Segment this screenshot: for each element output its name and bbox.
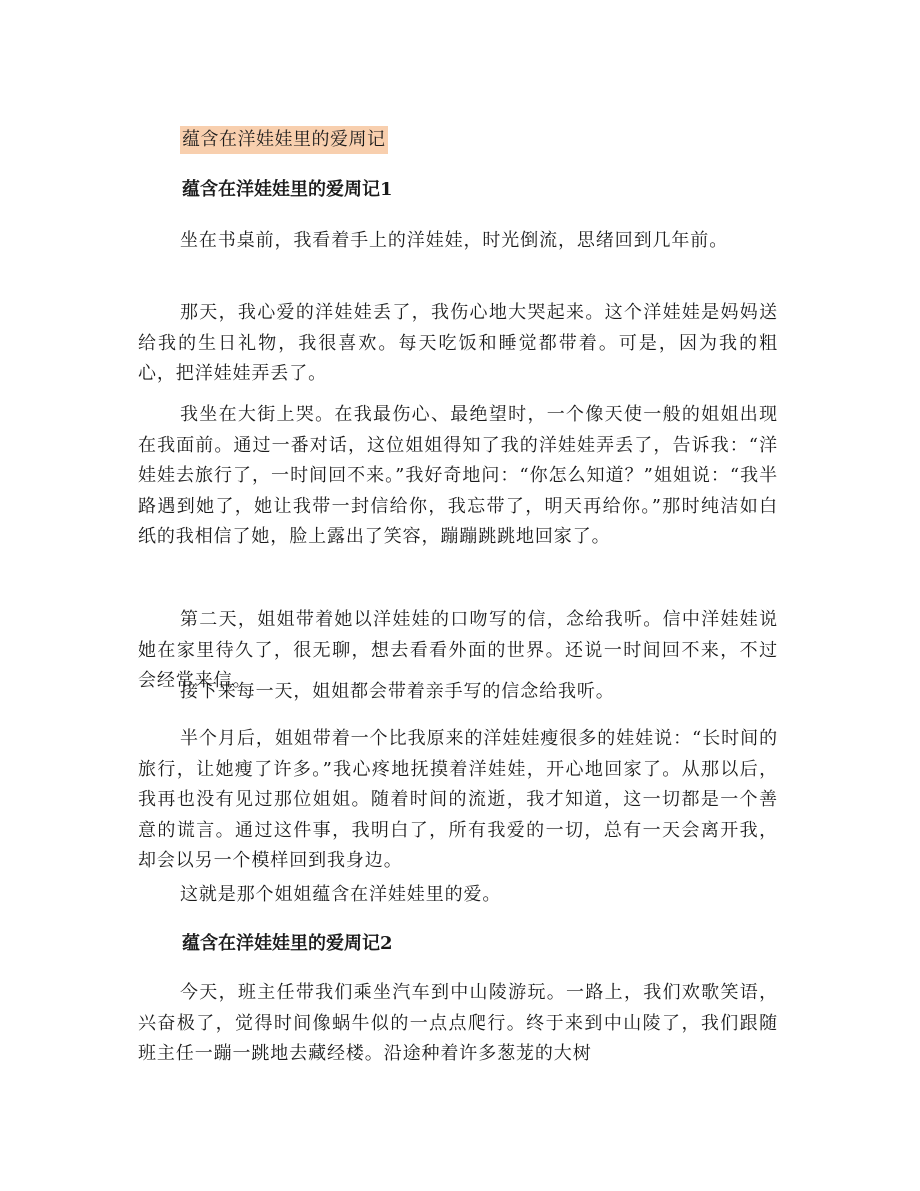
paragraph: 接下来每一天，姐姐都会带着亲手写的信念给我听。 <box>180 681 615 702</box>
paragraph: 坐在书桌前，我看着手上的洋娃娃，时光倒流，思绪回到几年前。 <box>180 230 729 251</box>
section-heading-2: 蕴含在洋娃娃里的爱周记2 <box>182 933 393 954</box>
paragraph: 第二天，姐姐带着她以洋娃娃的口吻写的信，念给我听。信中洋娃娃说她在家里待久了，很无聊，想去看看外面的世界。还说一时间回不来，不过会经常来信。 <box>138 609 778 691</box>
paragraph: 这就是那个姐姐蕴含在洋娃娃里的爱。 <box>180 884 502 905</box>
paragraph: 今天，班主任带我们乘坐汽车到中山陵游玩。一路上，我们欢歌笑语，兴奋极了，觉得时间像蜗牛似的一点点爬行。终于来到中山陵了，我们跟随班主任一蹦一跳地去藏经楼。沿途种着许多葱茏的大树 <box>138 982 778 1064</box>
section-heading-1: 蕴含在洋娃娃里的爱周记1 <box>182 179 393 200</box>
paragraph: 半个月后，姐姐带着一个比我原来的洋娃娃瘦很多的娃娃说：“长时间的旅行，让她瘦了许多。”我心疼地抚摸着洋娃娃，开心地回家了。从那以后，我再也没有见过那位姐姐。随着时间的流逝，我才知道，这一切都是一个善意的谎言。通过这件事，我明白了，所有我爱的一切，总有一天会离开我，却会以另一个模样回到我身边。 <box>138 728 778 871</box>
paragraph: 那天，我心爱的洋娃娃丢了，我伤心地大哭起来。这个洋娃娃是妈妈送给我的生日礼物，我很喜欢。每天吃饭和睡觉都带着。可是，因为我的粗心，把洋娃娃弄丢了。 <box>138 302 778 384</box>
document-title: 蕴含在洋娃娃里的爱周记 <box>180 126 388 154</box>
paragraph: 我坐在大街上哭。在我最伤心、最绝望时，一个像天使一般的姐姐出现在我面前。通过一番对话，这位姐姐得知了我的洋娃娃弄丢了，告诉我：“洋娃娃去旅行了，一时间回不来。”我好奇地问：“你怎么知道？”姐姐说：“我半路遇到她了，她让我带一封信给你，我忘带了，明天再给你。”那时纯洁如白纸的我相信了她，脸上露出了笑容，蹦蹦跳跳地回家了。 <box>138 404 778 547</box>
